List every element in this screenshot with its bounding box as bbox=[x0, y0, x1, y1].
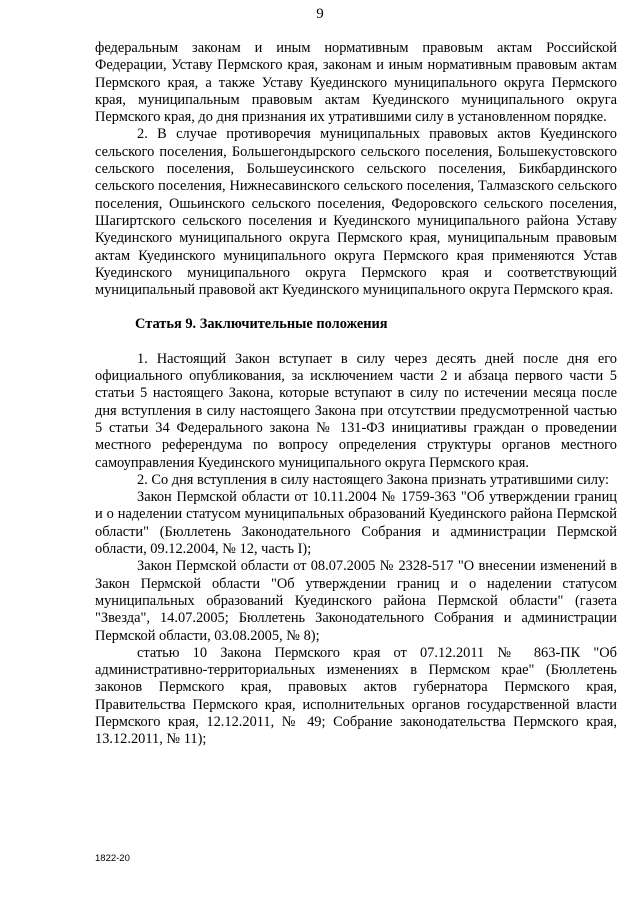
page-number: 9 bbox=[316, 6, 324, 22]
repealed-law-item: статью 10 Закона Пермского края от 07.12.2011 № 863-ПК "Об административно-территориальных изменениях в Пермском крае" (Бюллетень законов Пермского края, правовых актов губернатора Пермского края, Правительства Пермского края, исполнительных органов государственной власти Пермского края, 12.12.2011, № 49; Собрание законодательства Пермского края, 13.12.2011, № 11); bbox=[95, 644, 617, 748]
paragraph-article9-part2: 2. Со дня вступления в силу настоящего Закона признать утратившими силу: bbox=[137, 471, 609, 488]
paragraph-article8-part2: 2. В случае противоречия муниципальных правовых актов Куединского сельского поселения, Большегондырского сельского поселения, Большекустовского сельского поселения, Большеусинского сельского поселения, Бикбардинского сельского поселения, Нижнесавинского сельского поселения, Талмазского сельского поселения, Ошьинского сельского поселения, Федоровского сельского поселения, Шагиртского сельского поселения и Куединского муниципального района Уставу Куединского муниципального округа Пермского края, муниципальным правовым актам Куединского муниципального округа Пермского края применяются Устав Куединского муниципального округа Пермского края и соответствующий муниципальный правовой акт Куединского муниципального округа Пермского края. bbox=[95, 126, 617, 299]
paragraph-continuation: федеральным законам и иным нормативным правовым актам Российской Федерации, Уставу Пермского края, законам и иным нормативным правовым актам Пермского края, а также Уставу Куединского муниципального округа Пермского края, муниципальным правовым актам Куединского муниципального округа Пермского края, до дня признания их утратившими силу в установленном порядке. bbox=[95, 40, 617, 126]
document-body bbox=[95, 40, 617, 749]
repealed-law-item: Закон Пермской области от 08.07.2005 № 2328-517 "О внесении изменений в Закон Пермской области "Об утверждении границ и о наделении статусом муниципальных образований Куединского района Пермской области" (газета "Звезда", 14.07.2005; Бюллетень Законодательного Собрания и администрации Пермской области, 03.08.2005, № 8); bbox=[95, 558, 617, 644]
footer-code: 1822-20 bbox=[95, 853, 130, 864]
paragraph-article9-part1: 1. Настоящий Закон вступает в силу через десять дней после дня его официального опубликования, за исключением части 2 и абзаца первого части 5 статьи 5 настоящего Закона, которые вступают в силу по истечении месяца после дня вступления в силу настоящего Закона при отсутствии предусмотренной частью 5 статьи 34 Федерального закона № 131-ФЗ инициативы граждан о проведении местного референдума по вопросу определения структуры органов местного самоуправления Куединского муниципального округа Пермского края. bbox=[95, 350, 617, 471]
repealed-law-item: Закон Пермской области от 10.11.2004 № 1759-363 "Об утверждении границ и о наделении статусом муниципальных образований Куединского района Пермской области" (Бюллетень Законодательного Собрания и администрации Пермской области, 09.12.2004, № 12, часть I); bbox=[95, 489, 617, 558]
article-title: Статья 9. Заключительные положения bbox=[135, 316, 388, 333]
